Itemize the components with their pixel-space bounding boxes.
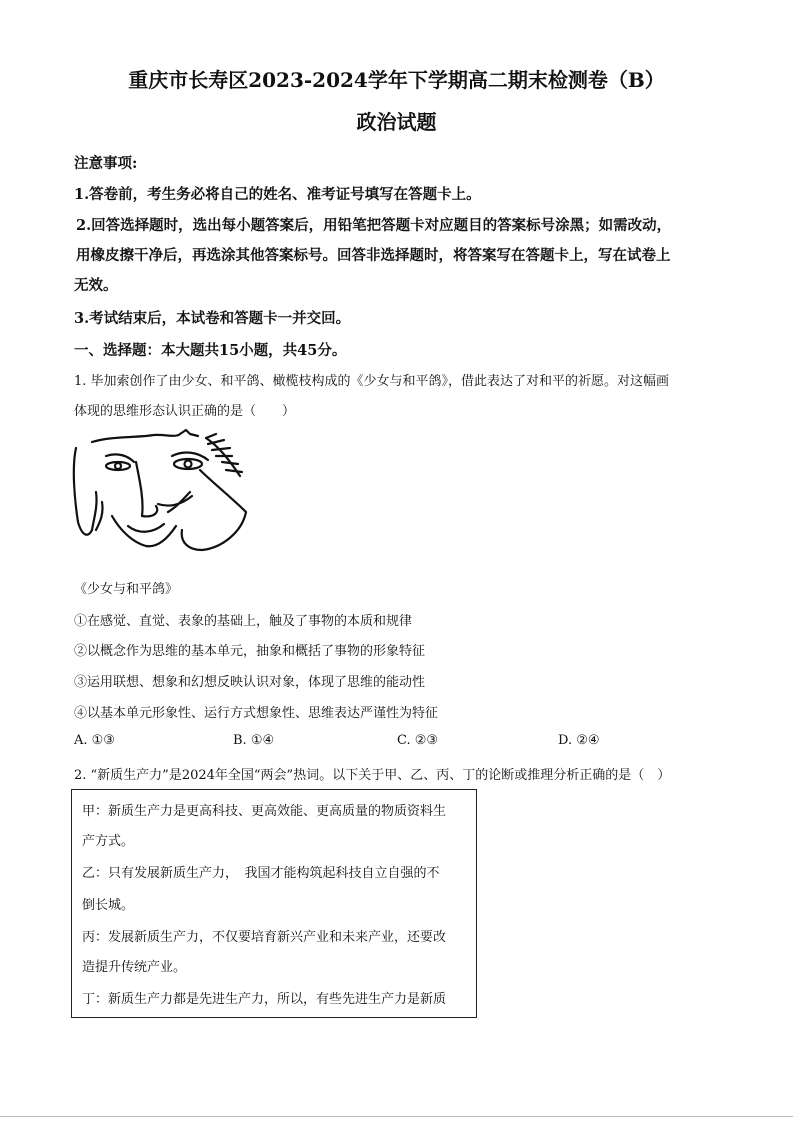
q2-stem: 2. “新质生产力”是2024年全国“两会”热词。以下关于甲、乙、丙、丁的论断或推理分析正确的是（ ） [74, 768, 671, 783]
notice-item-1: 1.答卷前，考生务必将自己的姓名、准考证号填写在答题卡上。 [74, 186, 481, 203]
q2-box-line-2: 产方式。 [82, 834, 135, 849]
q1-stem-line-2: 体现的思维形态认识正确的是（ ） [74, 404, 296, 419]
section-heading: 一、选择题：本大题共15小题，共45分。 [74, 342, 347, 359]
q1-choice-a[interactable]: A. ①③ [74, 733, 115, 748]
q2-box-line-6: 造提升传统产业。 [82, 960, 187, 975]
exam-title: 重庆市长寿区2023-2024学年下学期高二期末检测卷（B） [128, 68, 665, 92]
q2-box-line-7: 丁：新质生产力都是先进生产力，所以，有些先进生产力是新质 [82, 992, 447, 1007]
q1-choice-d[interactable]: D. ②④ [558, 733, 600, 748]
q2-box-line-4: 倒长城。 [82, 898, 135, 913]
q2-box-line-1: 甲：新质生产力是更高科技、更高效能、更高质量的物质资料生 [82, 804, 447, 819]
q1-statement-3: ③运用联想、想象和幻想反映认识对象，体现了思维的能动性 [74, 675, 426, 690]
notice-heading: 注意事项: [74, 155, 138, 172]
q1-statement-1: ①在感觉、直觉、表象的基础上，触及了事物的本质和规律 [74, 614, 413, 629]
notice-item-2-line-2: 用橡皮擦干净后，再选涂其他答案标号。回答非选择题时，将答案写在答题卡上，写在试卷上 [76, 247, 671, 264]
q1-choice-c[interactable]: C. ②③ [397, 733, 439, 748]
q1-choice-b[interactable]: B. ①④ [233, 733, 275, 748]
page-bottom-rule [0, 1116, 793, 1117]
subject-title: 政治试题 [356, 110, 437, 134]
notice-item-2-line-3: 无效。 [74, 277, 118, 294]
q2-box-line-3: 乙：只有发展新质生产力， 我国才能构筑起科技自立自强的不 [82, 866, 440, 881]
q1-statement-4: ④以基本单元形象性、运行方式想象性、思维表达严谨性为特征 [74, 706, 439, 721]
q2-statement-box [71, 789, 477, 1018]
q1-statement-2: ②以概念作为思维的基本单元，抽象和概括了事物的形象特征 [74, 644, 426, 659]
q1-stem-line-1: 1. 毕加索创作了由少女、和平鸽、橄榄枝构成的《少女与和平鸽》，借此表达了对和平的祈愿。对这幅画 [74, 374, 670, 389]
notice-item-2-line-1: 2.回答选择题时，选出每小题答案后，用铅笔把答题卡对应题目的答案标号涂黑；如需改动， [76, 217, 672, 234]
girl-and-dove-sketch [72, 426, 248, 552]
q2-box-line-5: 丙：发展新质生产力，不仅要培育新兴产业和未来产业，还要改 [82, 930, 447, 945]
figure-caption: 《少女与和平鸽》 [74, 582, 179, 597]
notice-item-3: 3.考试结束后，本试卷和答题卡一并交回。 [74, 310, 351, 327]
